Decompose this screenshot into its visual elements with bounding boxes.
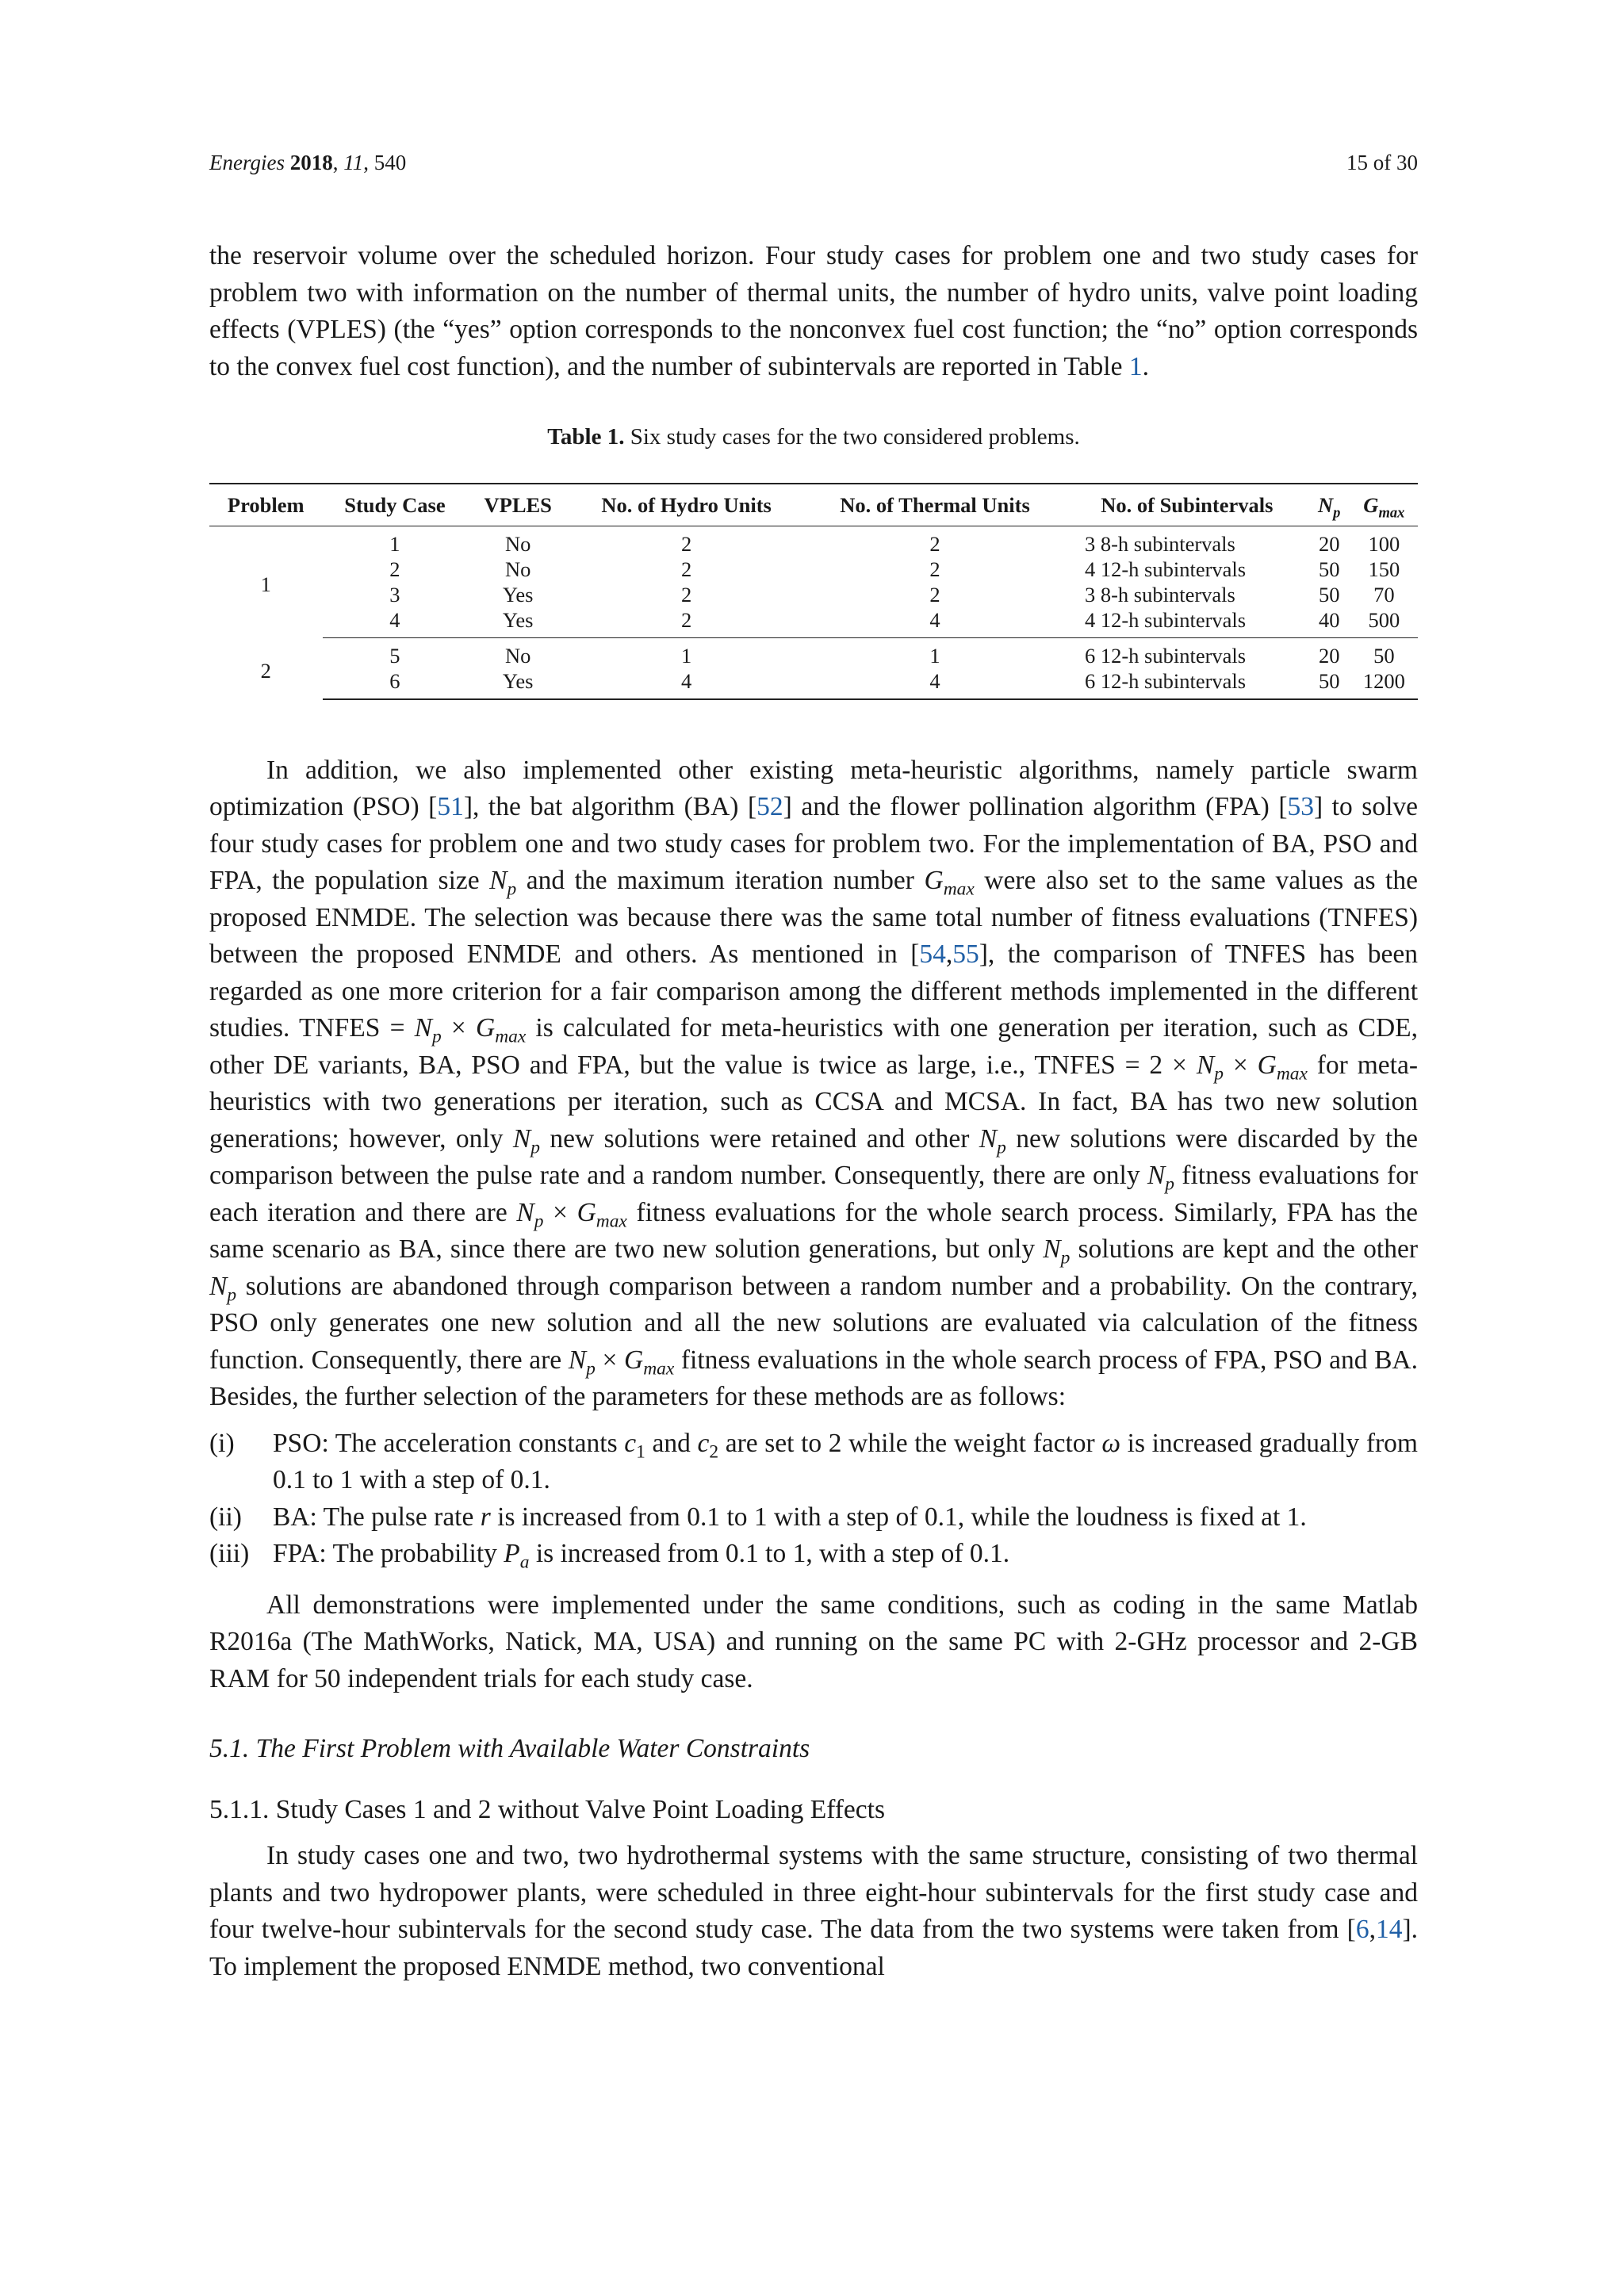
col-np: $N_p$	[1308, 484, 1350, 526]
table-ref-link[interactable]: 1	[1128, 351, 1143, 381]
table-row: 1 1 No 2 2 3 8-h subintervals 20 100	[209, 526, 1418, 557]
ref-link-14[interactable]: 14	[1375, 1915, 1403, 1944]
ref-link-55[interactable]: 55	[952, 939, 979, 969]
col-vples: VPLES	[467, 484, 569, 526]
ref-link-52[interactable]: 52	[756, 792, 783, 821]
paragraph-conditions: All demonstrations were implemented under the same conditions, such as coding in the same Matlab R2016a (The MathWorks, Natick, MA, USA) and running on the same PC with 2-GHz processor and 2-GB RAM for 50 independent trials for each study case.	[209, 1590, 1418, 1693]
article-body	[209, 238, 1418, 1985]
section-title: 5.1. The First Problem with Available Water Constraints	[209, 1734, 810, 1763]
paragraph-study-cases: In study cases one and two, two hydrothermal systems with the same structure, consisting of two thermal plants and two hydropower plants, were scheduled in three eight-hour subintervals for the first study case and four twelve-hour subintervals for the second study case. The data from the two systems were taken from [6,14]. To implement the proposed ENMDE method, two conventional	[209, 1841, 1418, 1981]
list-item: (iii) FPA: The probability $P_a$ is increased from 0.1 to 1, with a step of 0.1.	[209, 1539, 1010, 1573]
table-row: 2 5 No 1 1 6 12-h subintervals 20 50	[209, 637, 1418, 668]
problem-1-group	[209, 526, 1418, 637]
page	[209, 0, 1418, 2296]
problem-cell: 1	[260, 572, 271, 596]
col-study-case: Study Case	[323, 484, 468, 526]
col-thermal-units: No. of Thermal Units	[804, 484, 1066, 526]
ref-link-51[interactable]: 51	[437, 792, 464, 821]
page-number: 15 of 30	[1346, 151, 1418, 174]
col-subintervals: No. of Subintervals	[1066, 484, 1308, 526]
col-problem: Problem	[209, 484, 323, 526]
table-caption	[209, 419, 1418, 456]
article-number: 540	[373, 151, 407, 174]
study-cases-table	[209, 483, 1418, 700]
col-hydro-units: No. of Hydro Units	[569, 484, 804, 526]
problem-2-group	[209, 637, 1418, 699]
journal-year: 2018	[289, 151, 333, 174]
table-row: 3 Yes 2 2 3 8-h subintervals 50 70	[389, 582, 1395, 607]
table-header-row	[209, 484, 1418, 526]
ref-link-54[interactable]: 54	[919, 939, 946, 969]
journal-volume: 11	[343, 151, 364, 174]
journal-name: Energies	[209, 151, 285, 174]
table-row: 2 No 2 2 4 12-h subintervals 50 150	[389, 557, 1400, 581]
parameter-list	[209, 1425, 1418, 1573]
table-caption-text: Six study cases for the two considered problems.	[630, 424, 1080, 450]
table-caption-label: Table 1.	[547, 424, 625, 450]
list-item: (ii) BA: The pulse rate r is increased from 0.1 to 1 with a step of 0.1, while the loudness is fixed at 1.	[209, 1502, 1307, 1532]
list-item: (i) PSO: The acceleration constants $c_1$ and $c_2$ are set to 2 while the weight factor ω is increased gradually from 0.1 to 1 with a step of 0.1.	[209, 1428, 1418, 1494]
ref-link-53[interactable]: 53	[1287, 792, 1314, 821]
col-gmax: $G_{max}$	[1350, 484, 1418, 526]
ref-link-6[interactable]: 6	[1355, 1915, 1369, 1944]
paragraph-algorithms: In addition, we also implemented other existing meta-heuristic algorithms, namely particle swarm optimization (PSO) [51], the bat algorithm (BA) [52] and the flower pollination algorithm (FPA) [53] to solve four study cases for problem one and two study cases for problem two. For the implementation of BA, PSO and FPA, the population size $N_p$ and the maximum iteration number $G_{max}$ were also set to the same values as the proposed ENMDE. The selection was because there was the same total number of fitness evaluations (TNFES) between the proposed ENMDE and others. As mentioned in [54,55], the comparison of TNFES has been regarded as one more criterion for a fair comparison among the different methods implemented in the different studies. TNFES = $N_p \times G_{max}$ is calculated for meta-heuristics with one generation per iteration, such as CDE, other DE variants, BA, PSO and FPA, but the value is twice as large, i.e., TNFES = $2 \times N_p \times G_{max}$ for meta-heuristics with two generations per iteration, such as CCSA and MCSA. In fact, BA has two new solution generations; however, only $N_p$ new solutions were retained and other $N_p$ new solutions were discarded by the comparison between the pulse rate and a random number. Consequently, there are only $N_p$ fitness evaluations for each iteration and there are $N_p \times G_{max}$ fitness evaluations for the whole search process. Similarly, FPA has the same scenario as BA, since there are two new solution generations, but only $N_p$ solutions are kept and the other $N_p$ solutions are abandoned through comparison between a random number and a probability. On the contrary, PSO only generates one new solution and all the new solutions are evaluated via calculation of the fitness function. Consequently, there are $N_p \times G_{max}$ fitness evaluations in the whole search process of FPA, PSO and BA. Besides, the further selection of the parameters for these methods are as follows:	[209, 755, 1419, 1411]
subsection-title: 5.1.1. Study Cases 1 and 2 without Valve Point Loading Effects	[209, 1794, 886, 1824]
problem-cell: 2	[260, 658, 271, 683]
intro-paragraph: the reservoir volume over the scheduled horizon. Four study cases for problem one and two study cases for problem two with information on the number of thermal units, the number of hydro units, valve point loading effects (VPLES) (the “yes” option corresponds to the nonconvex fuel cost function; the “no” option corresponds to the convex fuel cost function), and the number of subintervals are reported in Table 1.	[209, 241, 1418, 381]
journal-citation: Energies 2018, 11, 540	[209, 151, 407, 174]
table-row: 6 Yes 4 4 6 12-h subintervals 50 1200	[209, 668, 1418, 699]
table-row: 4 Yes 2 4 4 12-h subintervals 40 500	[209, 607, 1418, 638]
